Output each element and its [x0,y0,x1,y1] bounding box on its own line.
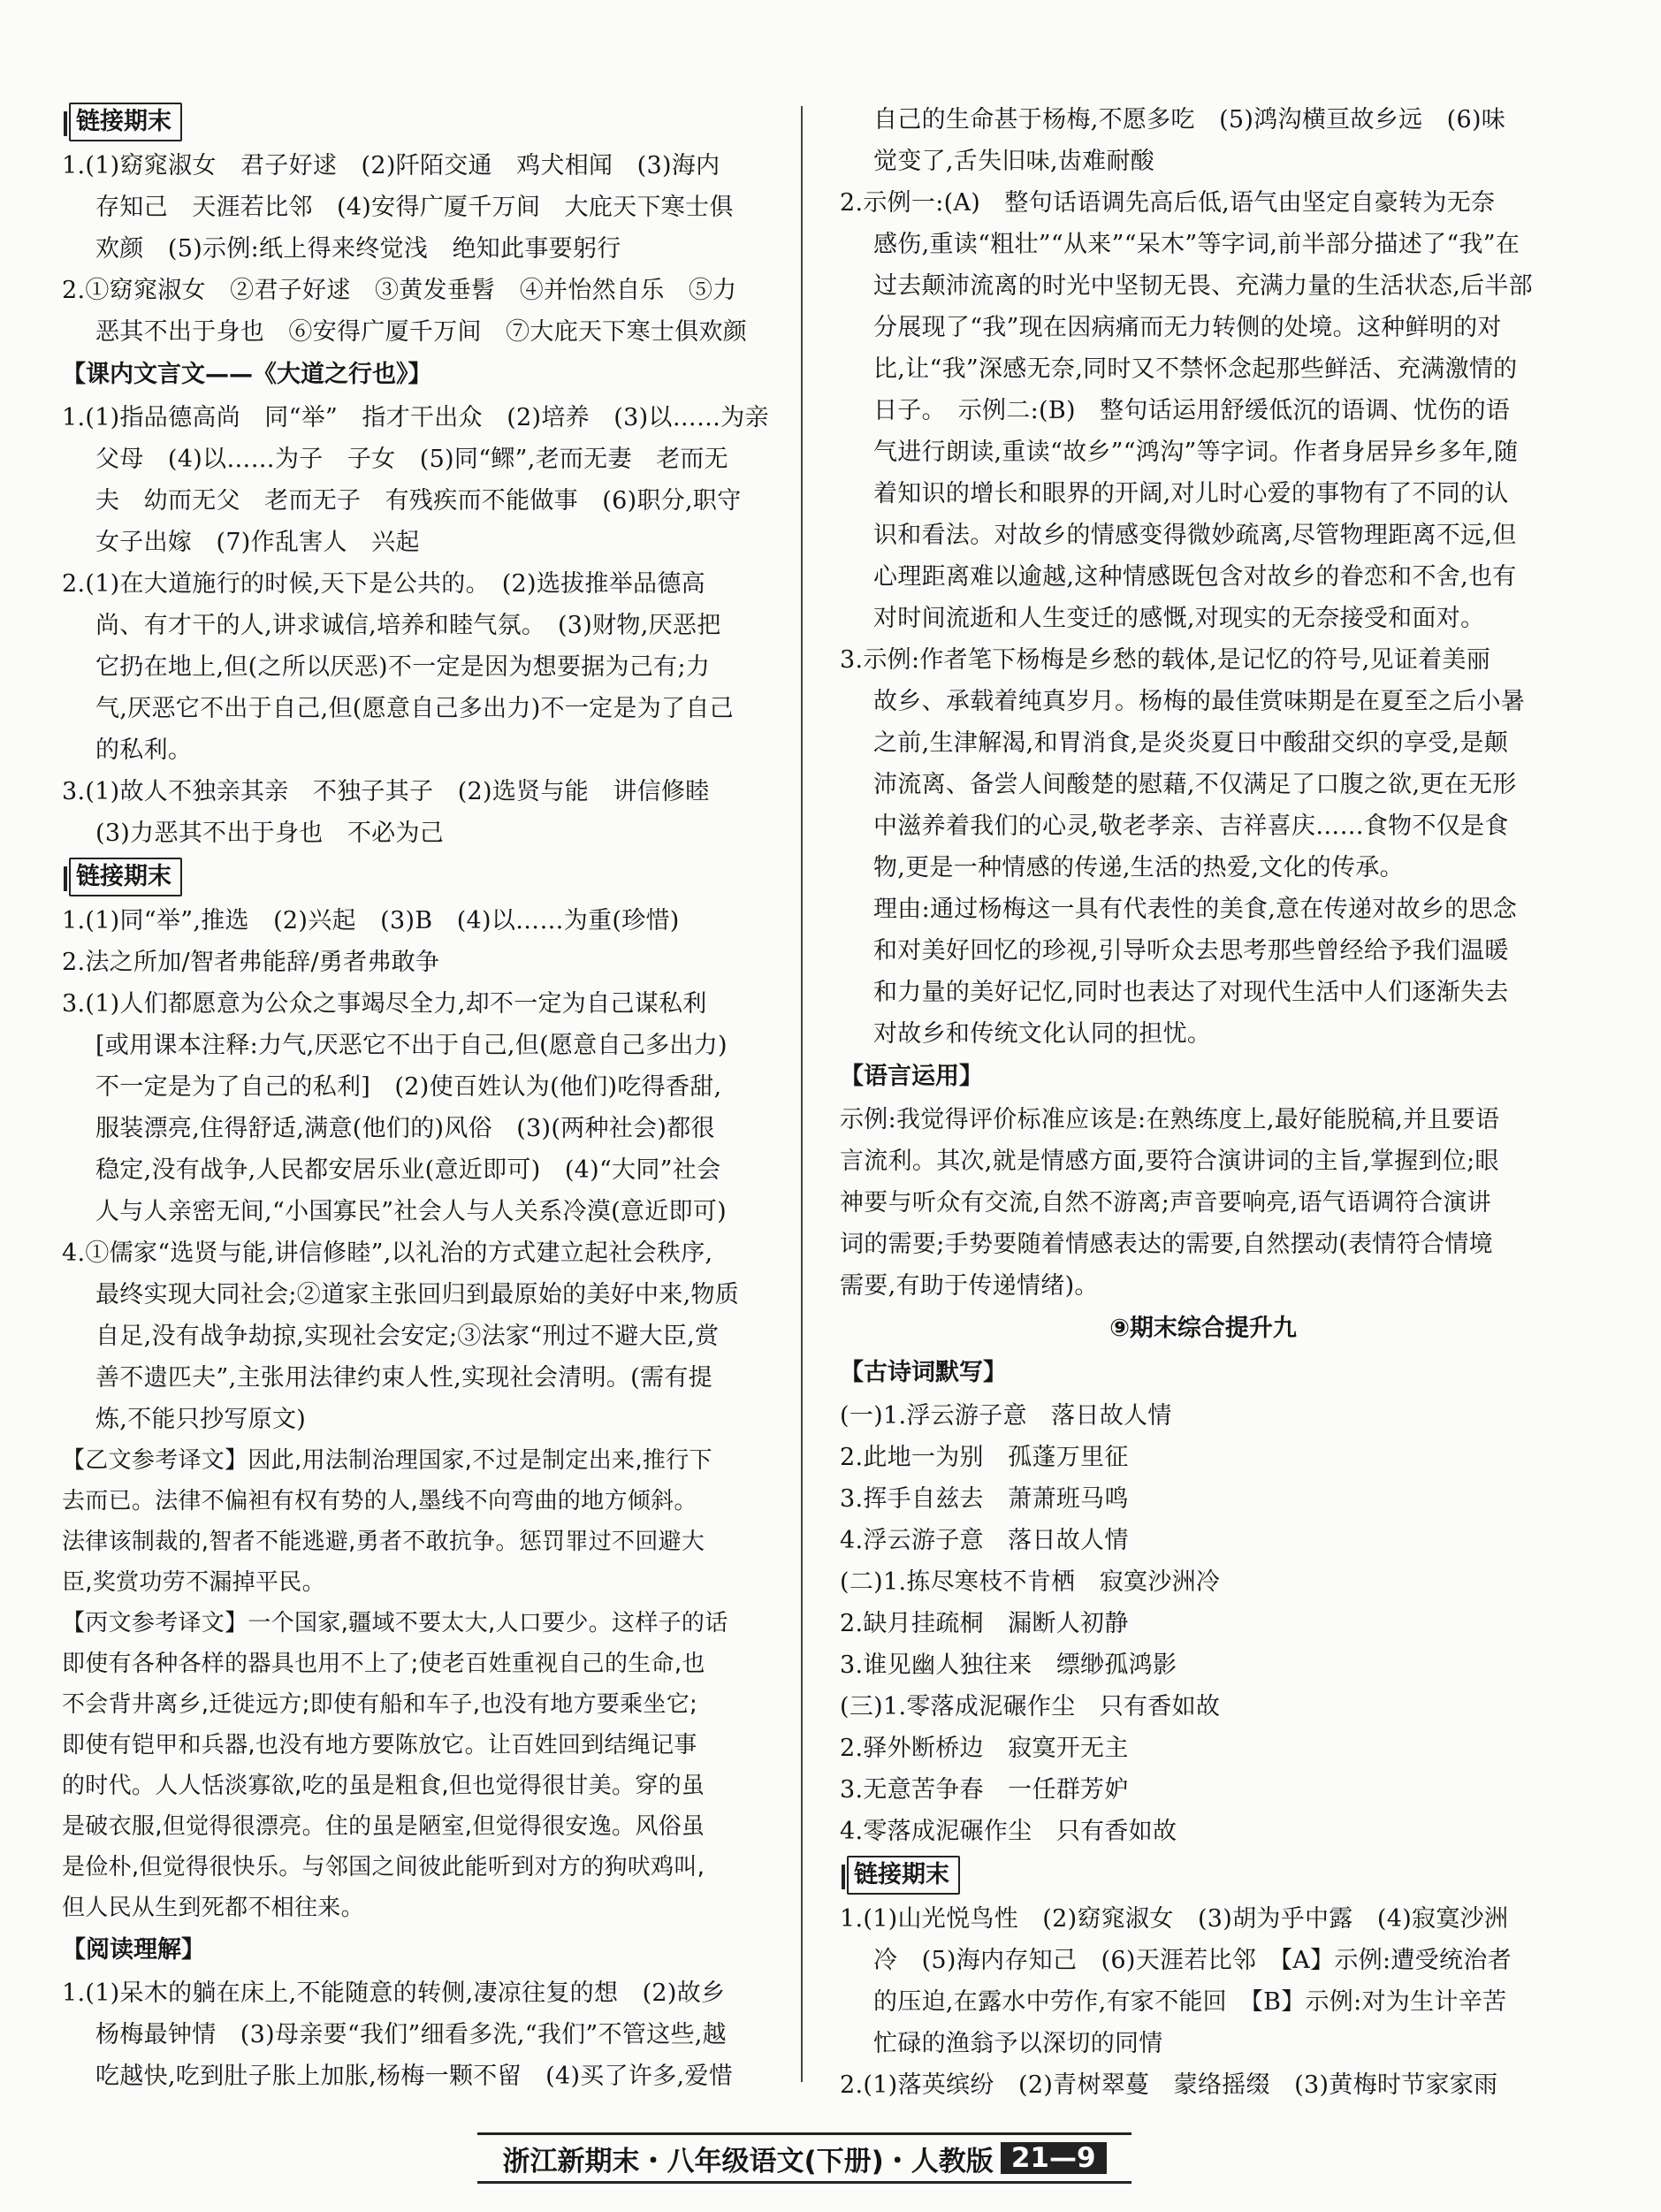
link-final-tag: 链接期末 [69,103,182,141]
answer-line: 1.(1)指品德高尚 同“举” 指才干出众 (2)培养 (3)以……为亲 [62,404,769,431]
answer-line-continued: (3)力恶其不出于身也 不必为己 [95,820,445,847]
answer-line-continued: 中滋养着我们的心灵,敬老孝亲、吉祥喜庆……食物不仅是食 [873,812,1509,840]
right-column [840,99,1566,2106]
answer-line: (三)1.零落成泥碾作尘 只有香如故 [840,1693,1221,1720]
translation-line: 法律该制裁的,智者不能逃避,勇者不敢抗争。惩罚罪过不回避大 [62,1529,705,1555]
column-divider [801,106,803,2082]
left-column [62,99,769,2097]
answer-line-continued: 过去颠沛流离的时光中坚韧无畏、充满力量的生活状态,后半部 [873,272,1533,300]
answer-line-continued: 分展现了“我”现在因病痛而无力转侧的处境。这种鲜明的对 [873,314,1502,341]
translation-line: 臣,奖赏功劳不漏掉平民。 [62,1569,325,1596]
answer-line-continued: 沛流离、备尝人间酸楚的慰藉,不仅满足了口腹之欲,更在无形 [873,771,1517,798]
answer-line-continued: 对故乡和传统文化认同的担忧。 [873,1020,1212,1048]
footer-title: 浙江新期末・八年级语文(下册)・人教版 [502,2145,994,2178]
answer-line-continued: 善不遗匹夫”,主张用法律约束人性,实现社会清明。(需有提 [95,1364,712,1392]
answer-line: 1.(1)窈窕淑女 君子好逑 (2)阡陌交通 鸡犬相闻 (3)海内 [62,152,720,179]
answer-line-continued: 恶其不出于身也 ⑥安得广厦千万间 ⑦大庇天下寒士俱欢颜 [95,318,748,346]
answer-line: 2.(1)在大道施行的时候,天下是公共的。 (2)选拔推举品德高 [62,570,705,598]
answer-line-continued: 比,让“我”深感无奈,同时又不禁怀念起那些鲜活、充满激情的 [873,355,1518,383]
answer-line-continued: 父母 (4)以……为子 子女 (5)同“鳏”,老而无妻 老而无 [95,446,728,473]
answer-line-continued: 稳定,没有战争,人民都安居乐业(意近即可) (4)“大同”社会 [95,1156,721,1184]
answer-line: 4.零落成泥碾作尘 只有香如故 [840,1818,1177,1845]
translation-line: 但人民从生到死都不相往来。 [62,1895,364,1921]
answer-line-continued: 故乡、承载着纯真岁月。杨梅的最佳赏味期是在夏至之后小暑 [873,688,1526,715]
answer-line: 3.谁见幽人独往来 缥缈孤鸿影 [840,1651,1177,1679]
link-final-tag: 链接期末 [69,858,182,896]
answer-line: 言流利。其次,就是情感方面,要符合演讲词的主旨,掌握到位;眼 [840,1148,1499,1175]
answer-line: 4.浮云游子意 落日故人情 [840,1527,1129,1554]
translation-line: 【乙文参考译文】因此,用法制治理国家,不过是制定出来,推行下 [62,1447,712,1474]
answer-line: 示例:我觉得评价标准应该是:在熟练度上,最好能脱稿,并且要语 [840,1106,1500,1133]
translation-line: 是俭朴,但觉得很快乐。与邻国之间彼此能听到对方的狗吠鸡叫, [62,1854,705,1880]
translation-line: 【丙文参考译文】一个国家,疆域不要太大,人口要少。这样子的话 [62,1610,728,1636]
answer-line-continued: 女子出嫁 (7)作乱害人 兴起 [95,529,420,556]
answer-line: 3.(1)故人不独亲其亲 不独子其子 (2)选贤与能 讲信修睦 [62,778,710,805]
answer-line: (二)1.拣尽寒枝不肯栖 寂寞沙洲冷 [840,1568,1221,1596]
answer-line-continued: 杨梅最钟情 (3)母亲要“我们”细看多洗,“我们”不管这些,越 [95,2021,727,2048]
answer-line-continued: 感伤,重读“粗壮”“从来”“呆木”等字词,前半部分描述了“我”在 [873,231,1520,258]
answer-line-continued: [或用课本注释:力气,厌恶它不出于自己,但(愿意自己多出力) [95,1032,728,1059]
answer-line: 1.(1)同“举”,推选 (2)兴起 (3)B (4)以……为重(珍惜) [62,907,680,934]
answer-line-continued: 和力量的美好记忆,同时也表达了对现代生活中人们逐渐失去 [873,979,1509,1006]
answer-line: 2.缺月挂疏桐 漏断人初静 [840,1610,1129,1637]
answer-line-continued: 的压迫,在露水中劳作,有家不能回 【B】示例:对为生计辛苦 [873,1988,1507,2016]
answer-line-continued: 炼,不能只抄写原文) [95,1406,307,1433]
answer-line: 1.(1)山光悦鸟性 (2)窈窕淑女 (3)胡为乎中露 (4)寂寞沙洲 [840,1905,1509,1933]
answer-line: 4.①儒家“选贤与能,讲信修睦”,以礼治的方式建立起社会秩序, [62,1239,713,1267]
answer-line: 2.示例一:(A) 整句话语调先高后低,语气由坚定自豪转为无奈 [840,189,1496,217]
answer-line: 2.此地一为别 孤蓬万里征 [840,1444,1129,1471]
answer-line: 2.①窈窕淑女 ②君子好逑 ③黄发垂髫 ④并怡然自乐 ⑤力 [62,277,737,304]
page-number: 21—9 [1001,2142,1107,2174]
answer-line: 神要与听众有交流,自然不游离;声音要响亮,语气语调符合演讲 [840,1189,1491,1217]
answer-line-continued: 尚、有才干的人,讲求诚信,培养和睦气氛。 (3)财物,厌恶把 [95,612,721,639]
translation-line: 不会背井离乡,迁徙远方;即使有船和车子,也没有地方要乘坐它; [62,1691,698,1718]
answer-line: 2.法之所加/智者弗能辞/勇者弗敢争 [62,949,440,976]
answer-line-continued: 日子。 示例二:(B) 整句话运用舒缓低沉的语调、忧伤的语 [873,397,1511,424]
answer-line: 2.驿外断桥边 寂寞开无主 [840,1735,1129,1762]
answer-line: 2.(1)落英缤纷 (2)青树翠蔓 蒙络摇缀 (3)黄梅时节家家雨 [840,2071,1498,2099]
page-footer [477,2132,1131,2184]
translation-line: 即使有铠甲和兵器,也没有地方要陈放它。让百姓回到结绳记事 [62,1732,697,1758]
section-heading: 【阅读理解】 [62,1936,205,1964]
answer-line-continued: 不一定是为了自己的私利] (2)使百姓认为(他们)吃得香甜, [95,1073,722,1101]
section-heading: 【课内文言文——《大道之行也》】 [62,361,432,388]
answer-line-continued: 觉变了,舌失旧味,齿难耐酸 [873,148,1155,175]
answer-line-continued: 着知识的增长和眼界的开阔,对儿时心爱的事物有了不同的认 [873,480,1509,507]
unit-title: ⑨期末综合提升九 [1109,1315,1297,1342]
link-final-tag: 链接期末 [847,1856,960,1895]
answer-line-continued: 识和看法。对故乡的情感变得微妙疏离,尽管物理距离不远,但 [873,522,1517,549]
answer-line-continued: 气进行朗读,重读“故乡”“鸿沟”等字词。作者身居异乡多年,随 [873,439,1519,466]
answer-line-continued: 服装漂亮,住得舒适,满意(他们的)风俗 (3)(两种社会)都很 [95,1115,715,1142]
answer-line: 1.(1)呆木的躺在床上,不能随意的转侧,凄凉往复的想 (2)故乡 [62,1979,726,2007]
answer-line: (一)1.浮云游子意 落日故人情 [840,1402,1172,1430]
translation-line: 的时代。人人恬淡寡欲,吃的虽是粗食,但也觉得很甘美。穿的虽 [62,1773,705,1799]
answer-line-continued: 和对美好回忆的珍视,引导听众去思考那些曾经给予我们温暖 [873,937,1509,965]
answer-line-continued: 欢颜 (5)示例:纸上得来终觉浅 绝知此事要躬行 [95,235,621,263]
answer-line-continued: 吃越快,吃到肚子胀上加胀,杨梅一颗不留 (4)买了许多,爱惜 [95,2063,733,2090]
answer-line-continued: 自足,没有战争劫掠,实现社会安定;③法家“刑过不避大臣,赏 [95,1323,720,1350]
answer-line-continued: 存知己 天涯若比邻 (4)安得广厦千万间 大庇天下寒士俱 [95,194,734,221]
answer-line-continued: 理由:通过杨梅这一具有代表性的美食,意在传递对故乡的思念 [873,896,1518,923]
answer-line-continued: 冷 (5)海内存知己 (6)天涯若比邻 【A】示例:遭受统治者 [873,1947,1512,1974]
answer-line: 词的需要;手势要随着情感表达的需要,自然摆动(表情符合情境 [840,1231,1493,1258]
answer-line: 3.挥手自兹去 萧萧班马鸣 [840,1485,1129,1513]
translation-line: 去而已。法律不偏袒有权有势的人,墨线不向弯曲的地方倾斜。 [62,1488,697,1514]
answer-line-continued: 它扔在地上,但(之所以厌恶)不一定是因为想要据为己有;力 [95,653,711,681]
answer-line-continued: 最终实现大同社会;②道家主张回归到最原始的美好中来,物质 [95,1281,740,1308]
section-heading: 【语言运用】 [840,1063,983,1090]
answer-line-continued: 之前,生津解渴,和胃消食,是炎炎夏日中酸甜交织的享受,是颠 [873,729,1509,757]
answer-line: 3.无意苦争春 一任群芳妒 [840,1776,1129,1804]
answer-line-continued: 自己的生命甚于杨梅,不愿多吃 (5)鸿沟横亘故乡远 (6)味 [873,106,1506,133]
translation-line: 即使有各种各样的器具也用不上了;使老百姓重视自己的生命,也 [62,1651,705,1677]
section-heading: 【古诗词默写】 [840,1359,1007,1386]
answer-line-continued: 物,更是一种情感的传递,生活的热爱,文化的传承。 [873,854,1404,881]
answer-line-continued: 忙碌的渔翁予以深切的同情 [873,2030,1163,2057]
answer-line: 3.示例:作者笔下杨梅是乡愁的载体,是记忆的符号,见证着美丽 [840,646,1491,674]
answer-line-continued: 人与人亲密无间,“小国寡民”社会人与人关系冷漠(意近即可) [95,1198,727,1225]
answer-line-continued: 的私利。 [95,736,193,764]
answer-line-continued: 气,厌恶它不出于自己,但(愿意自己多出力)不一定是为了自己 [95,695,734,722]
answer-line: 3.(1)人们都愿意为公众之事竭尽全力,却不一定为自己谋私利 [62,990,707,1018]
answer-line: 需要,有助于传递情绪)。 [840,1272,1099,1300]
answer-line-continued: 夫 幼而无父 老而无子 有残疾而不能做事 (6)职分,职守 [95,487,742,515]
translation-line: 是破衣服,但觉得很漂亮。住的虽是陋室,但觉得很安逸。风俗虽 [62,1813,705,1840]
answer-line-continued: 心理距离难以逾越,这种情感既包含对故乡的眷恋和不舍,也有 [873,563,1517,591]
answer-line-continued: 对时间流逝和人生变迁的感慨,对现实的无奈接受和面对。 [873,605,1485,632]
